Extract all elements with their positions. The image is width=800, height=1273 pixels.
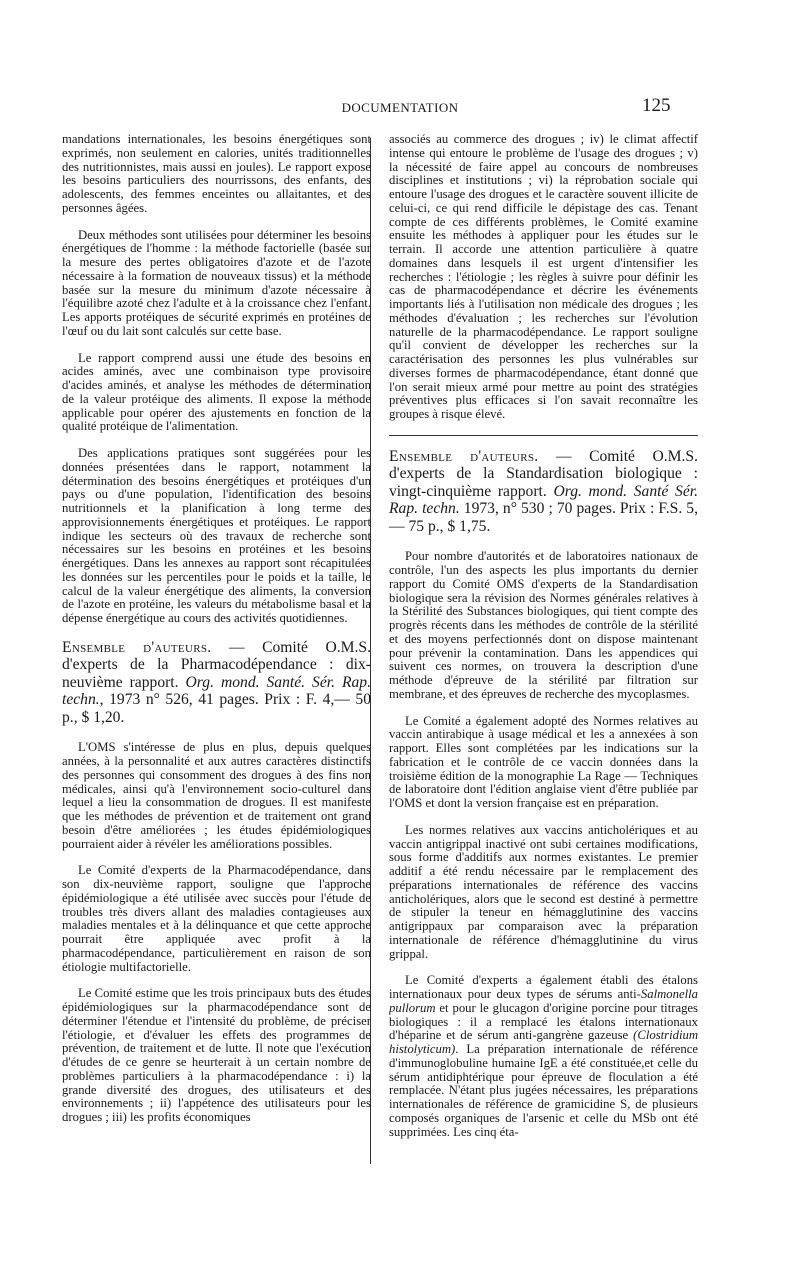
reference-author: Ensemble d'auteurs. — [389, 447, 539, 465]
paragraph: Deux méthodes sont utilisées pour déterminer les besoins énergétiques de l'homme : la méthode factorielle (basée sur la mesure des pertes obligatoires d'azote et de l'azote nécessaire à la formation de nouveaux tissus) et la méthode basée sur la mesure du minimum d'azote nécessaire à l'équilibre azoté chez l'adulte et à la croissance chez l'enfant. Les apports protéiques de sécurité exprimés en protéines de l'œuf ou du lait sont calculés sur cette base. — [62, 227, 371, 338]
bibliographic-reference — [62, 639, 371, 727]
paragraph: Des applications pratiques sont suggérées pour les données présentées dans le rapport, notamment la détermination des besoins énergétiques et protéiques d'un pays ou d'une population, l'identification des besoins nutritionnels et la planification à long terme des approvisionnements énergétiques et protéiques. Le rapport indique les secteurs où des travaux de recherche sont nécessaires sur les besoins en protéines et les besoins énergétiques. Dans les annexes au rapport sont récapitulées les données sur les percentiles pour le poids et la taille, le calcul de la valeur énergétique des aliments, la conversion de l'azote en protéine, les valeurs du métabolisme basal et la dépense énergétique au cours des activités quotidiennes. — [62, 446, 371, 625]
paragraph: Le rapport comprend aussi une étude des besoins en acides aminés, avec une combinaison type provisoire d'acides aminés, et analyse les méthodes de détermination de la valeur protéique des aliments. Il expose la méthode applicable pour opérer des ajustements en fonction de la qualité protéique de l'alimentation. — [62, 350, 371, 434]
paragraph-text: . La préparation internationale de référence d'immunoglobuline humaine IgE a été constituée,et celle du sérum antidiphtérique pour épreuve de floculation a été remplacée. N'étant plus jugées nécessaires, les préparations internationales de référence de gramicidine S, de plusieurs composés organiques de l'arsenic et celle du MSb ont été supprimées. Les cinq éta- — [389, 1042, 698, 1139]
reference-title: — Comité O.M.S. d'experts de la Pharmacodépendance : dix-neuvième rapport. — [62, 638, 371, 691]
reference-details: , 1973 n° 526, 41 pages. Prix : F. 4,— 50 p., $ 1,20. — [62, 691, 371, 726]
left-column — [62, 133, 371, 1138]
paragraph: mandations internationales, les besoins énergétiques sont exprimés, non seulement en calories, unités traditionnelles des nutritionnistes, mais aussi en joules). Le rapport expose les besoins particuliers des nourrissons, des enfants, des adolescents, des femmes enceintes ou allaitantes, et des personnes âgées. — [62, 132, 371, 215]
species-name: (Clostridium histolyticum) — [389, 1028, 698, 1056]
reference-series: Org. mond. Santé Sér. Rap. techn. — [389, 482, 698, 518]
section-separator — [389, 435, 698, 436]
reference-author: Ensemble d'auteurs. — [62, 638, 212, 656]
paragraph-text: Le Comité d'experts a également établi des étalons internationaux pour deux types de sérums anti- — [389, 973, 698, 1001]
paragraph: Pour nombre d'autorités et de laboratoires nationaux de contrôle, l'un des aspects les plus importants du dernier rapport du Comité OMS d'experts de la Standardisation biologique sera la révision des Normes générales relatives à la Stérilité des Substances biologiques, qui tient compte des progrès récents dans les méthodes de contrôle de la stérilité et des moyens perfectionnés dont on dispose maintenant pour prévenir la contamination. Dans les appendices qui suivent ces normes, on trouvera la description d'une méthode d'épreuve de la stérilité par filtration sur membrane, et des épreuves de recherche des mycoplasmes. — [389, 549, 698, 701]
paragraph: Les normes relatives aux vaccins anticholériques et au vaccin antigrippal inactivé ont subi certaines modifications, sous forme d'additifs aux normes existantes. Le premier additif a été rendu nécessaire par le remplacement des préparations internationales de référence des vaccins anticholériques, alors que le second est destiné à permettre de stipuler la teneur en hémagglutinine des vaccins antigrippaux par comparaison avec la préparation internationale de référence d'hémagglutinine du virus grippal. — [389, 822, 698, 961]
species-name: Salmonella pullorum — [389, 987, 698, 1015]
paragraph: Le Comité d'experts de la Pharmacodépendance, dans son dix-neuvième rapport, souligne que l'approche épidémiologique a été utilisée avec succès pour l'étude de troubles très divers allant des maladies contagieuses aux maladies mentales et à la délinquance et que cette approche pourrait être appliquée avec profit à la pharmacodépendance, particulièrement en raison de son étiologie multifactorielle. — [62, 863, 371, 974]
paragraph-text: et pour le glucagon d'origine porcine pour titrages biologiques : il a remplacé les étalons internationaux d'héparine et de sérum anti-gangrène gazeuse — [389, 1000, 698, 1043]
paragraph: associés au commerce des drogues ; iv) le climat affectif intense qui entoure le problème de l'usage des drogues ; v) la nécessité de faire appel au concours de nombreuses disciplines et institutions ; vi) la réprobation sociale qui entoure l'usage des drogues et le caractère souvent illicite de celui-ci, ce qui rend difficile le dépistage des cas. Tenant compte de ces différents problèmes, le Comité examine ensuite les méthodes à appliquer pour les études sur le terrain. Il accorde une attention particulière à quatre domaines dans lesquels il est urgent d'intensifier les recherches : l'étiologie ; les règles à suivre pour définir les cas de pharmacodépendance et décrire les événements importants liés à l'utilisation non médicale des drogues ; les méthodes d'évaluation ; les recherches sur l'évolution naturelle de la pharmacodépendance. Le rapport souligne qu'il convient de développer les recherches sur la caractérisation des personnes les plus vulnérables sur diverses formes de pharmacodépendance, étant donné que l'on serait mieux armé pour mettre au point des stratégies préventives plus efficaces si l'on savait reconnaître les groupes à risque élevé. — [389, 132, 698, 421]
page-number: 125 — [642, 95, 671, 116]
paragraph — [389, 974, 698, 1139]
paragraph: Le Comité a également adopté des Normes relatives au vaccin antirabique à usage médical et les a annexées à son rapport. Elles sont complétées par les indications sur la fabrication et le contrôle de ce vaccin données dans la troisième édition de la monographie La Rage — Techniques de laboratoire dont l'édition anglaise vient d'être publiée par l'OMS et dont la version française est en préparation. — [389, 713, 698, 810]
right-column — [389, 133, 698, 1152]
bibliographic-reference — [389, 448, 698, 536]
paragraph: Le Comité estime que les trois principaux buts des études épidémiologiques sur la pharmacodépendance sont de déterminer l'étendue et l'intensité du problème, de préciser l'étiologie, et d'évaluer les effets des programmes de prévention, de traitement et de lutte. Il note que l'exécution d'études de ce genre se heurterait à un certain nombre de problèmes particuliers à la pharmacodépendance : i) la grande diversité des drogues, des utilisateurs et des environnements ; ii) l'appétence des utilisateurs pour les drogues ; iii) les profits économiques — [62, 986, 371, 1124]
reference-details: 1973, n° 530 ; 70 pages. Prix : F.S. 5,— 75 p., $ 1,75. — [389, 500, 698, 535]
running-header: DOCUMENTATION — [341, 100, 459, 115]
reference-series: Org. mond. Santé. Sér. Rap. techn. — [62, 673, 372, 709]
paragraph: L'OMS s'intéresse de plus en plus, depuis quelques années, à la personnalité et aux autres caractères distinctifs des personnes qui consomment des drogues à des fins non médicales, ainsi qu'à l'environnement socio-culturel dans lequel a lieu la consommation de drogues. Il est manifeste que les méthodes de prévention et de traitement ont grand besoin d'être améliorées ; les études épidémiologiques pourraient aider à révéler les améliorations possibles. — [62, 740, 371, 851]
reference-title: — Comité O.M.S. d'experts de la Standardisation biologique : vingt-cinquième rapport. — [389, 447, 698, 500]
